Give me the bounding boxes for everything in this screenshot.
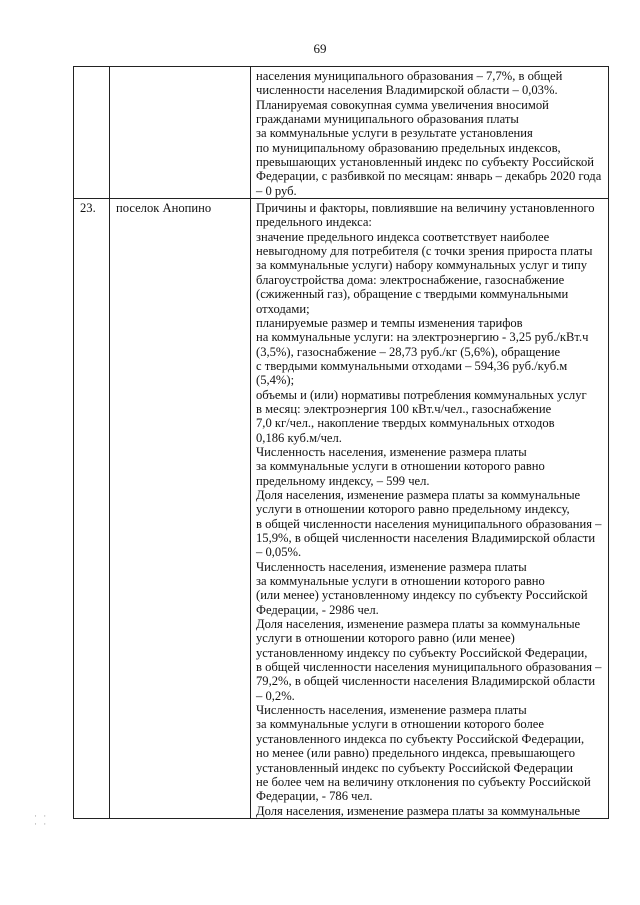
municipality-cell bbox=[110, 67, 251, 199]
text-line: благоустройства дома: электроснабжение, газоснабжение bbox=[256, 272, 565, 287]
text-line: в общей численности населения муниципального образования – bbox=[256, 660, 602, 675]
text-line: Численность населения, изменение размера платы bbox=[256, 559, 527, 574]
text-line: по муниципальному образованию предельных индексов, bbox=[256, 140, 561, 155]
text-line: Планируемая совокупная сумма увеличения вносимой bbox=[256, 97, 549, 112]
text-line: Причины и факторы, повлиявшие на величину установленного bbox=[256, 201, 595, 216]
text-line: Доля населения, изменение размера платы за коммунальные bbox=[256, 487, 581, 502]
municipality-cell bbox=[110, 199, 251, 819]
text-line: 15,9%, в общей численности населения Владимирской области bbox=[256, 531, 596, 545]
text-line: Федерации, - 2986 чел. bbox=[256, 602, 379, 617]
text-line: (сжиженный газ), обращение с твердыми коммунальными bbox=[256, 287, 569, 302]
text-line: предельному индексу, – 599 чел. bbox=[256, 473, 430, 488]
text-line: населения муниципального образования – 7,7%, в общей bbox=[256, 69, 563, 83]
text-line: установленного индекса по субъекту Российской Федерации, bbox=[256, 731, 585, 746]
text-line: установленному индексу по субъекту Российской Федерации, bbox=[256, 645, 588, 660]
text-line: Численность населения, изменение размера платы bbox=[256, 703, 527, 718]
row-number bbox=[74, 67, 109, 69]
indices-table bbox=[73, 66, 609, 819]
text-line: в общей численности населения муниципального образования – bbox=[256, 516, 602, 531]
municipality-name bbox=[110, 67, 250, 69]
text-line: за коммунальные услуги) набору коммунальных услуг и типу bbox=[256, 258, 588, 273]
text-line: 0,186 куб.м/чел. bbox=[256, 430, 342, 445]
page-number: 69 bbox=[313, 41, 327, 56]
text-line: услуги в отношении которого равно (или менее) bbox=[256, 631, 515, 646]
text-line: численности населения Владимирской области – 0,03%. bbox=[256, 83, 558, 98]
text-line: 7,0 кг/чел., накопление твердых коммунальных отходов bbox=[256, 416, 555, 431]
text-line: с твердыми коммунальными отходами – 594,36 руб./куб.м bbox=[256, 358, 568, 373]
description-cell bbox=[251, 67, 609, 199]
municipality-name: поселок Анопино bbox=[116, 201, 212, 216]
text-line: (или менее) установленному индексу по субъекту Российской bbox=[256, 588, 588, 603]
text-line: за коммунальные услуги в отношении которого равно bbox=[256, 574, 545, 589]
text-line: невыгодному для потребителя (с точки зрения прироста платы bbox=[256, 244, 593, 259]
text-line: но менее (или равно) предельного индекса, превышающего bbox=[256, 746, 576, 761]
text-line: (3,5%), газоснабжение – 28,73 руб./кг (5,6%), обращение bbox=[256, 344, 561, 359]
text-line: за коммунальные услуги в отношении которого равно bbox=[256, 459, 545, 474]
description-cell bbox=[251, 199, 609, 819]
text-line: – 0,05%. bbox=[256, 545, 302, 560]
text-line: отходами; bbox=[256, 301, 310, 316]
text-line: (5,4%); bbox=[256, 373, 295, 388]
text-line: Доля населения, изменение размера платы за коммунальные bbox=[256, 617, 581, 632]
text-line: Доля населения, изменение размера платы за коммунальные bbox=[256, 803, 581, 818]
row-number: 23. bbox=[80, 201, 96, 216]
text-line: – 0 руб. bbox=[256, 183, 297, 198]
text-line: объемы и (или) нормативы потребления коммунальных услуг bbox=[256, 387, 587, 402]
text-line: за коммунальные услуги в отношении которого более bbox=[256, 717, 544, 732]
text-line: Федерации, - 786 чел. bbox=[256, 789, 373, 804]
row-number-cell bbox=[74, 199, 110, 819]
text-line: превышающих установленный индекс по субъекту Российской bbox=[256, 155, 595, 170]
text-line: установленный индекс по субъекту Российской Федерации bbox=[256, 760, 574, 775]
text-line: гражданами муниципального образования платы bbox=[256, 112, 519, 127]
text-line: – 0,2%. bbox=[256, 688, 295, 703]
row-number-cell bbox=[74, 67, 110, 199]
text-line: значение предельного индекса соответствует наиболее bbox=[256, 229, 550, 244]
text-line: услуги в отношении которого равно предельному индексу, bbox=[256, 502, 570, 517]
text-line: не более чем на величину отклонения по субъекту Российской bbox=[256, 774, 591, 789]
text-line: предельного индекса: bbox=[256, 215, 372, 230]
table-row bbox=[74, 67, 609, 199]
table-row bbox=[74, 199, 609, 819]
text-line: за коммунальные услуги в результате установления bbox=[256, 126, 533, 141]
text-line: Федерации, с разбивкой по месяцам: январь – декабрь 2020 года bbox=[256, 169, 602, 184]
scan-artifact: · · · · bbox=[34, 811, 49, 829]
text-line: планируемые размер и темпы изменения тарифов bbox=[256, 315, 523, 330]
text-line: 79,2%, в общей численности населения Владимирской области bbox=[256, 674, 596, 689]
text-line: в месяц: электроэнергия 100 кВт.ч/чел., газоснабжение bbox=[256, 401, 552, 416]
text-line: Численность населения, изменение размера платы bbox=[256, 444, 527, 459]
text-line: на коммунальные услуги: на электроэнергию - 3,25 руб./кВт.ч bbox=[256, 330, 589, 345]
